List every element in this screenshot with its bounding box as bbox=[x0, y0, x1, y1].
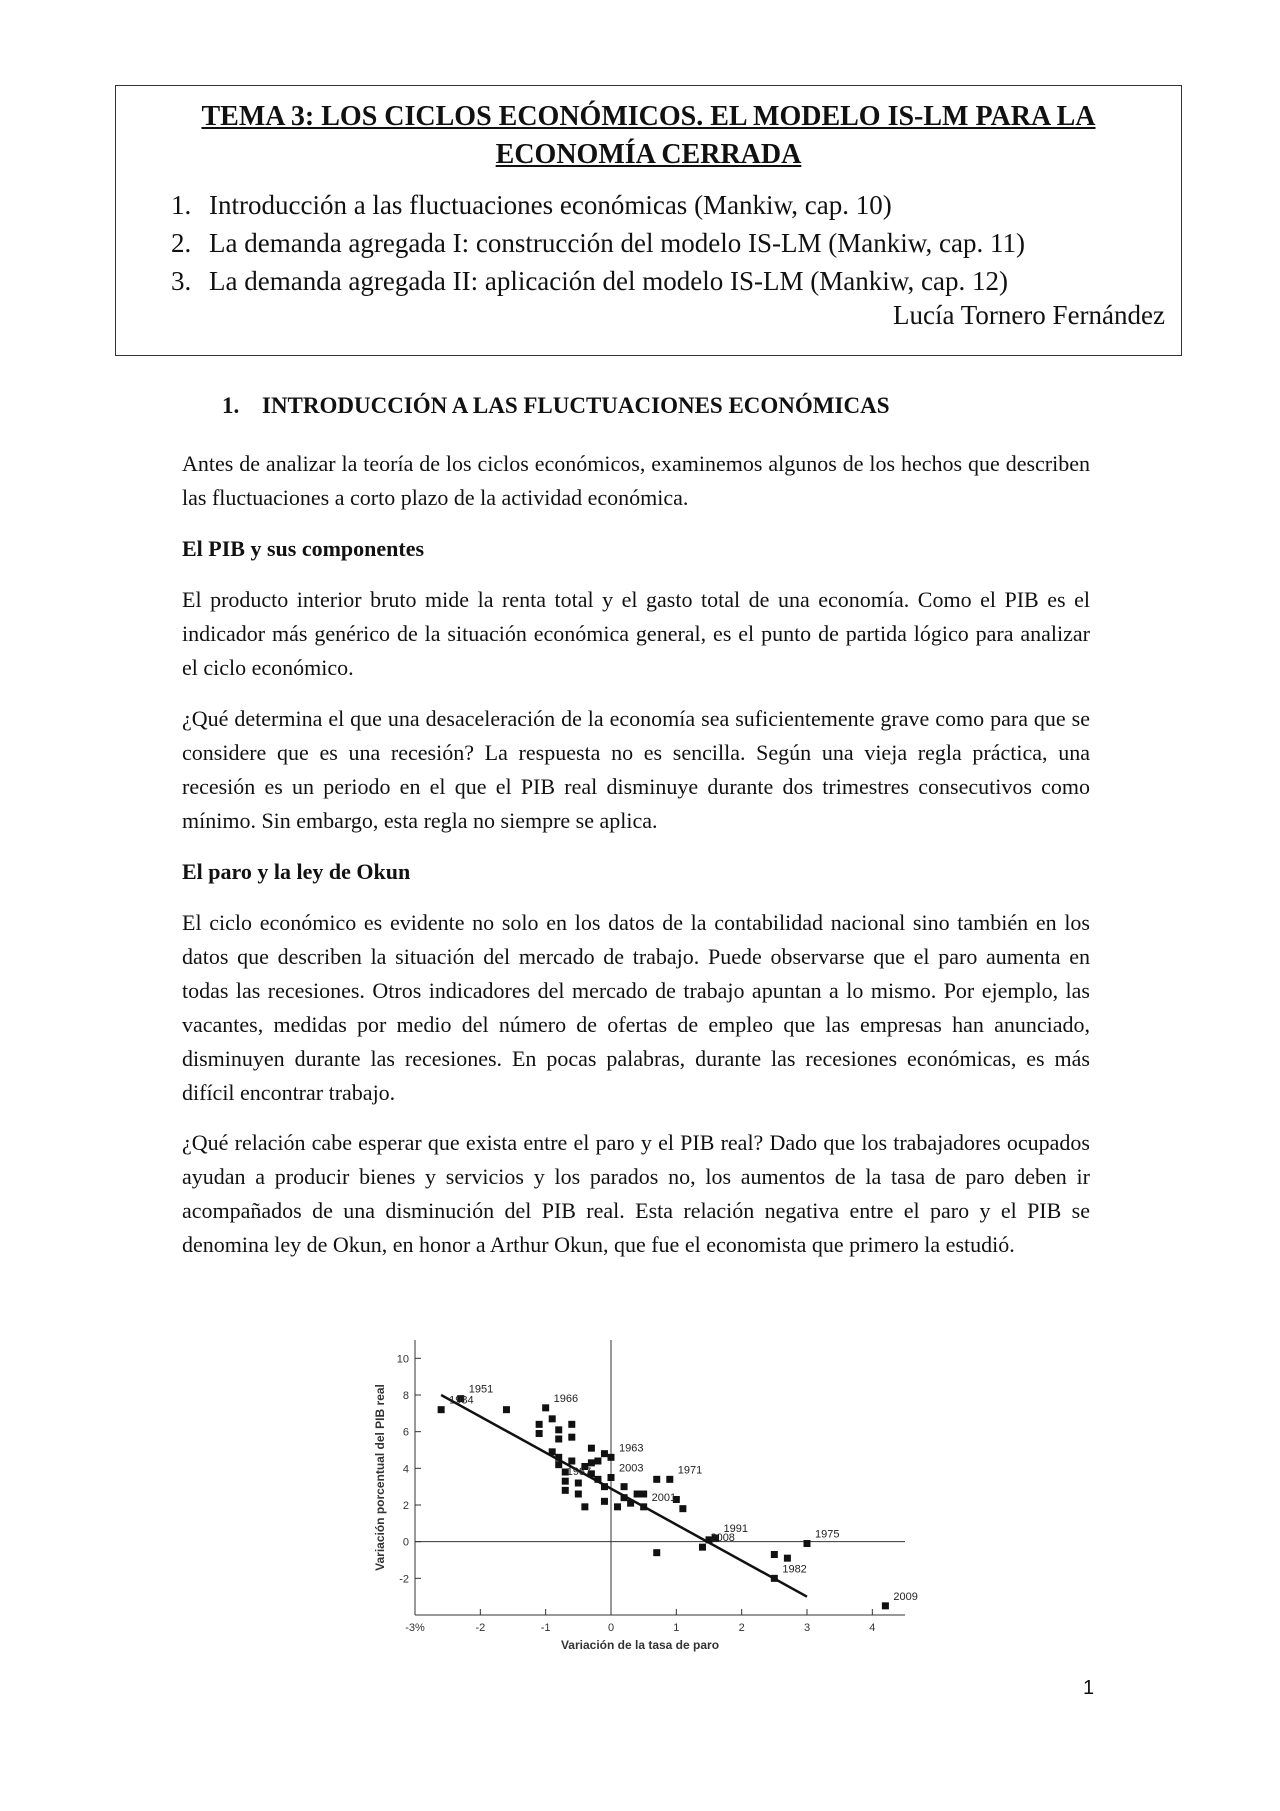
year-label: 1963 bbox=[619, 1442, 644, 1455]
page-number: 1 bbox=[1083, 1677, 1095, 1699]
intro-paragraph: Antes de analizar la teoría de los ciclos económicos, examinemos algunos de los hechos que describen las fluctuaciones a corto plazo de la actividad económica. bbox=[182, 451, 1090, 510]
data-point bbox=[621, 1494, 628, 1501]
data-point bbox=[699, 1544, 706, 1551]
data-point bbox=[771, 1551, 778, 1558]
data-point bbox=[536, 1421, 543, 1428]
y-tick-label: 10 bbox=[396, 1353, 409, 1366]
toc-item-text: La demanda agregada I: construcción del modelo IS-LM (Mankiw, cap. 11) bbox=[209, 228, 1025, 258]
data-point bbox=[581, 1503, 588, 1510]
subheading-okun: El paro y la ley de Okun bbox=[182, 859, 411, 884]
year-label: 2009 bbox=[893, 1590, 918, 1603]
page-title-line2: ECONOMÍA CERRADA bbox=[495, 139, 802, 170]
x-axis-label: Variación de la tasa de paro bbox=[560, 1638, 720, 1652]
y-tick-label: 8 bbox=[402, 1390, 409, 1402]
year-label: 1987 bbox=[566, 1466, 592, 1479]
toc-item bbox=[171, 262, 1025, 300]
toc-item-number: 2. bbox=[171, 228, 192, 258]
toc-item-text: Introducción a las fluctuaciones económicas (Mankiw, cap. 10) bbox=[209, 190, 892, 220]
toc-item-text: La demanda agregada II: aplicación del modelo IS-LM (Mankiw, cap. 12) bbox=[209, 266, 1008, 296]
section-heading bbox=[222, 393, 889, 419]
data-point bbox=[594, 1476, 601, 1483]
year-label: 2001 bbox=[651, 1491, 677, 1504]
data-point bbox=[608, 1474, 615, 1481]
y-tick-label: 4 bbox=[402, 1463, 409, 1476]
toc-item-number: 3. bbox=[171, 266, 192, 296]
data-point bbox=[601, 1498, 608, 1505]
y-tick-label: 2 bbox=[402, 1500, 409, 1512]
data-point bbox=[640, 1503, 647, 1510]
data-point bbox=[575, 1480, 582, 1487]
data-point bbox=[784, 1555, 791, 1562]
year-label: 1991 bbox=[723, 1523, 749, 1535]
data-point bbox=[882, 1602, 889, 1609]
x-tick-label: 4 bbox=[869, 1622, 876, 1634]
year-label: 2008 bbox=[710, 1532, 735, 1545]
subheading-pib: El PIB y sus componentes bbox=[182, 536, 425, 561]
author-name: Lucía Tornero Fernández bbox=[893, 300, 1165, 330]
year-label: 1966 bbox=[553, 1392, 579, 1405]
data-point bbox=[601, 1483, 608, 1490]
year-label: 1975 bbox=[815, 1528, 840, 1541]
paragraph-okun-law: ¿Qué relación cabe esperar que exista entre el paro y el PIB real? Dado que los trabajadores ocupados ayudan a producir bienes y servicios y los parados no, los aumentos de la tasa de paro deben ir acompañados de una disminución del PIB real. Esta relación negativa entre el paro y el PIB se denomina ley de Okun, en honor a Arthur Okun, que fue el economista que primero la estudió. bbox=[182, 1130, 1090, 1257]
data-point bbox=[568, 1421, 575, 1428]
data-point bbox=[601, 1450, 608, 1457]
x-tick-label: 1 bbox=[673, 1622, 680, 1634]
data-point bbox=[542, 1404, 549, 1411]
data-point bbox=[804, 1540, 811, 1547]
data-point bbox=[438, 1406, 445, 1413]
y-tick-label: -2 bbox=[399, 1573, 409, 1586]
year-label: 1971 bbox=[677, 1464, 703, 1477]
year-label: 2003 bbox=[619, 1462, 644, 1475]
toc-item bbox=[171, 186, 1025, 224]
x-tick-label: -2 bbox=[475, 1622, 486, 1634]
paragraph-labor-market: El ciclo económico es evidente no solo en los datos de la contabilidad nacional sino también en los datos que describen la situación del mercado de trabajo. Puede observarse que el paro aumenta en todas las recesiones. Otros indicadores del mercado de trabajo apuntan a lo mismo. Por ejemplo, las vacantes, medidas por medio del número de ofertas de empleo que las empresas han anunciado, disminuyen durante las recesiones. En pocas palabras, durante las recesiones económicas, es más difícil encontrar trabajo. bbox=[182, 910, 1090, 1105]
page-title-line1: TEMA 3: LOS CICLOS ECONÓMICOS. EL MODELO IS-LM PARA LA bbox=[201, 101, 1096, 132]
data-point bbox=[588, 1445, 595, 1452]
data-point bbox=[555, 1426, 562, 1433]
data-point bbox=[562, 1487, 569, 1494]
data-point bbox=[575, 1491, 582, 1498]
data-point bbox=[568, 1434, 575, 1441]
paragraph-pib: El producto interior bruto mide la renta total y el gasto total de una economía. Como el PIB es el indicador más genérico de la situación económica general, es el punto de partida lógico para analizar el ciclo económico. bbox=[182, 587, 1090, 680]
x-tick-label: -3% bbox=[405, 1622, 425, 1634]
data-point bbox=[608, 1454, 615, 1461]
toc-item-number: 1. bbox=[171, 190, 192, 220]
data-point bbox=[771, 1575, 778, 1582]
data-point bbox=[568, 1458, 575, 1465]
x-tick-label: -1 bbox=[540, 1622, 551, 1634]
section-title: INTRODUCCIÓN A LAS FLUCTUACIONES ECONÓMICAS bbox=[262, 393, 890, 418]
data-point bbox=[653, 1476, 660, 1483]
year-label: 1982 bbox=[782, 1563, 807, 1576]
y-axis-label: Variación porcentual del PIB real bbox=[373, 1384, 387, 1571]
data-point bbox=[549, 1448, 556, 1455]
year-label: 1951 bbox=[468, 1383, 494, 1396]
header-box bbox=[115, 85, 1182, 356]
y-tick-label: 6 bbox=[402, 1426, 409, 1439]
data-point bbox=[614, 1503, 621, 1510]
toc-item bbox=[171, 224, 1025, 262]
data-point bbox=[594, 1458, 601, 1465]
data-point bbox=[640, 1491, 647, 1498]
data-point bbox=[555, 1436, 562, 1443]
data-point bbox=[536, 1430, 543, 1437]
data-point bbox=[621, 1483, 628, 1490]
x-tick-label: 0 bbox=[607, 1622, 615, 1634]
data-point bbox=[503, 1406, 510, 1413]
section-number: 1. bbox=[222, 393, 240, 418]
data-point bbox=[653, 1549, 660, 1556]
paragraph-recession: ¿Qué determina el que una desaceleración de la economía sea suficientemente grave como para que se considere que es una recesión? La respuesta no es sencilla. Según una vieja regla práctica, una recesión es un periodo en el que el PIB real disminuye durante dos trimestres consecutivos como mínimo. Sin embargo, esta regla no siempre se aplica. bbox=[182, 706, 1090, 833]
data-point bbox=[627, 1500, 634, 1507]
data-point bbox=[679, 1505, 686, 1512]
okun-chart bbox=[370, 1325, 920, 1660]
data-point bbox=[562, 1478, 569, 1485]
y-tick-label: 0 bbox=[402, 1536, 409, 1549]
x-tick-label: 3 bbox=[803, 1622, 811, 1634]
data-point bbox=[549, 1415, 556, 1422]
data-point bbox=[555, 1454, 562, 1461]
data-point bbox=[555, 1461, 562, 1468]
data-point bbox=[666, 1476, 673, 1483]
year-label: 1984 bbox=[449, 1394, 474, 1407]
page-title bbox=[116, 98, 1181, 174]
data-point bbox=[634, 1491, 641, 1498]
okun-scatter-plot bbox=[370, 1325, 920, 1660]
table-of-contents bbox=[171, 186, 1025, 300]
x-tick-label: 2 bbox=[738, 1622, 745, 1634]
